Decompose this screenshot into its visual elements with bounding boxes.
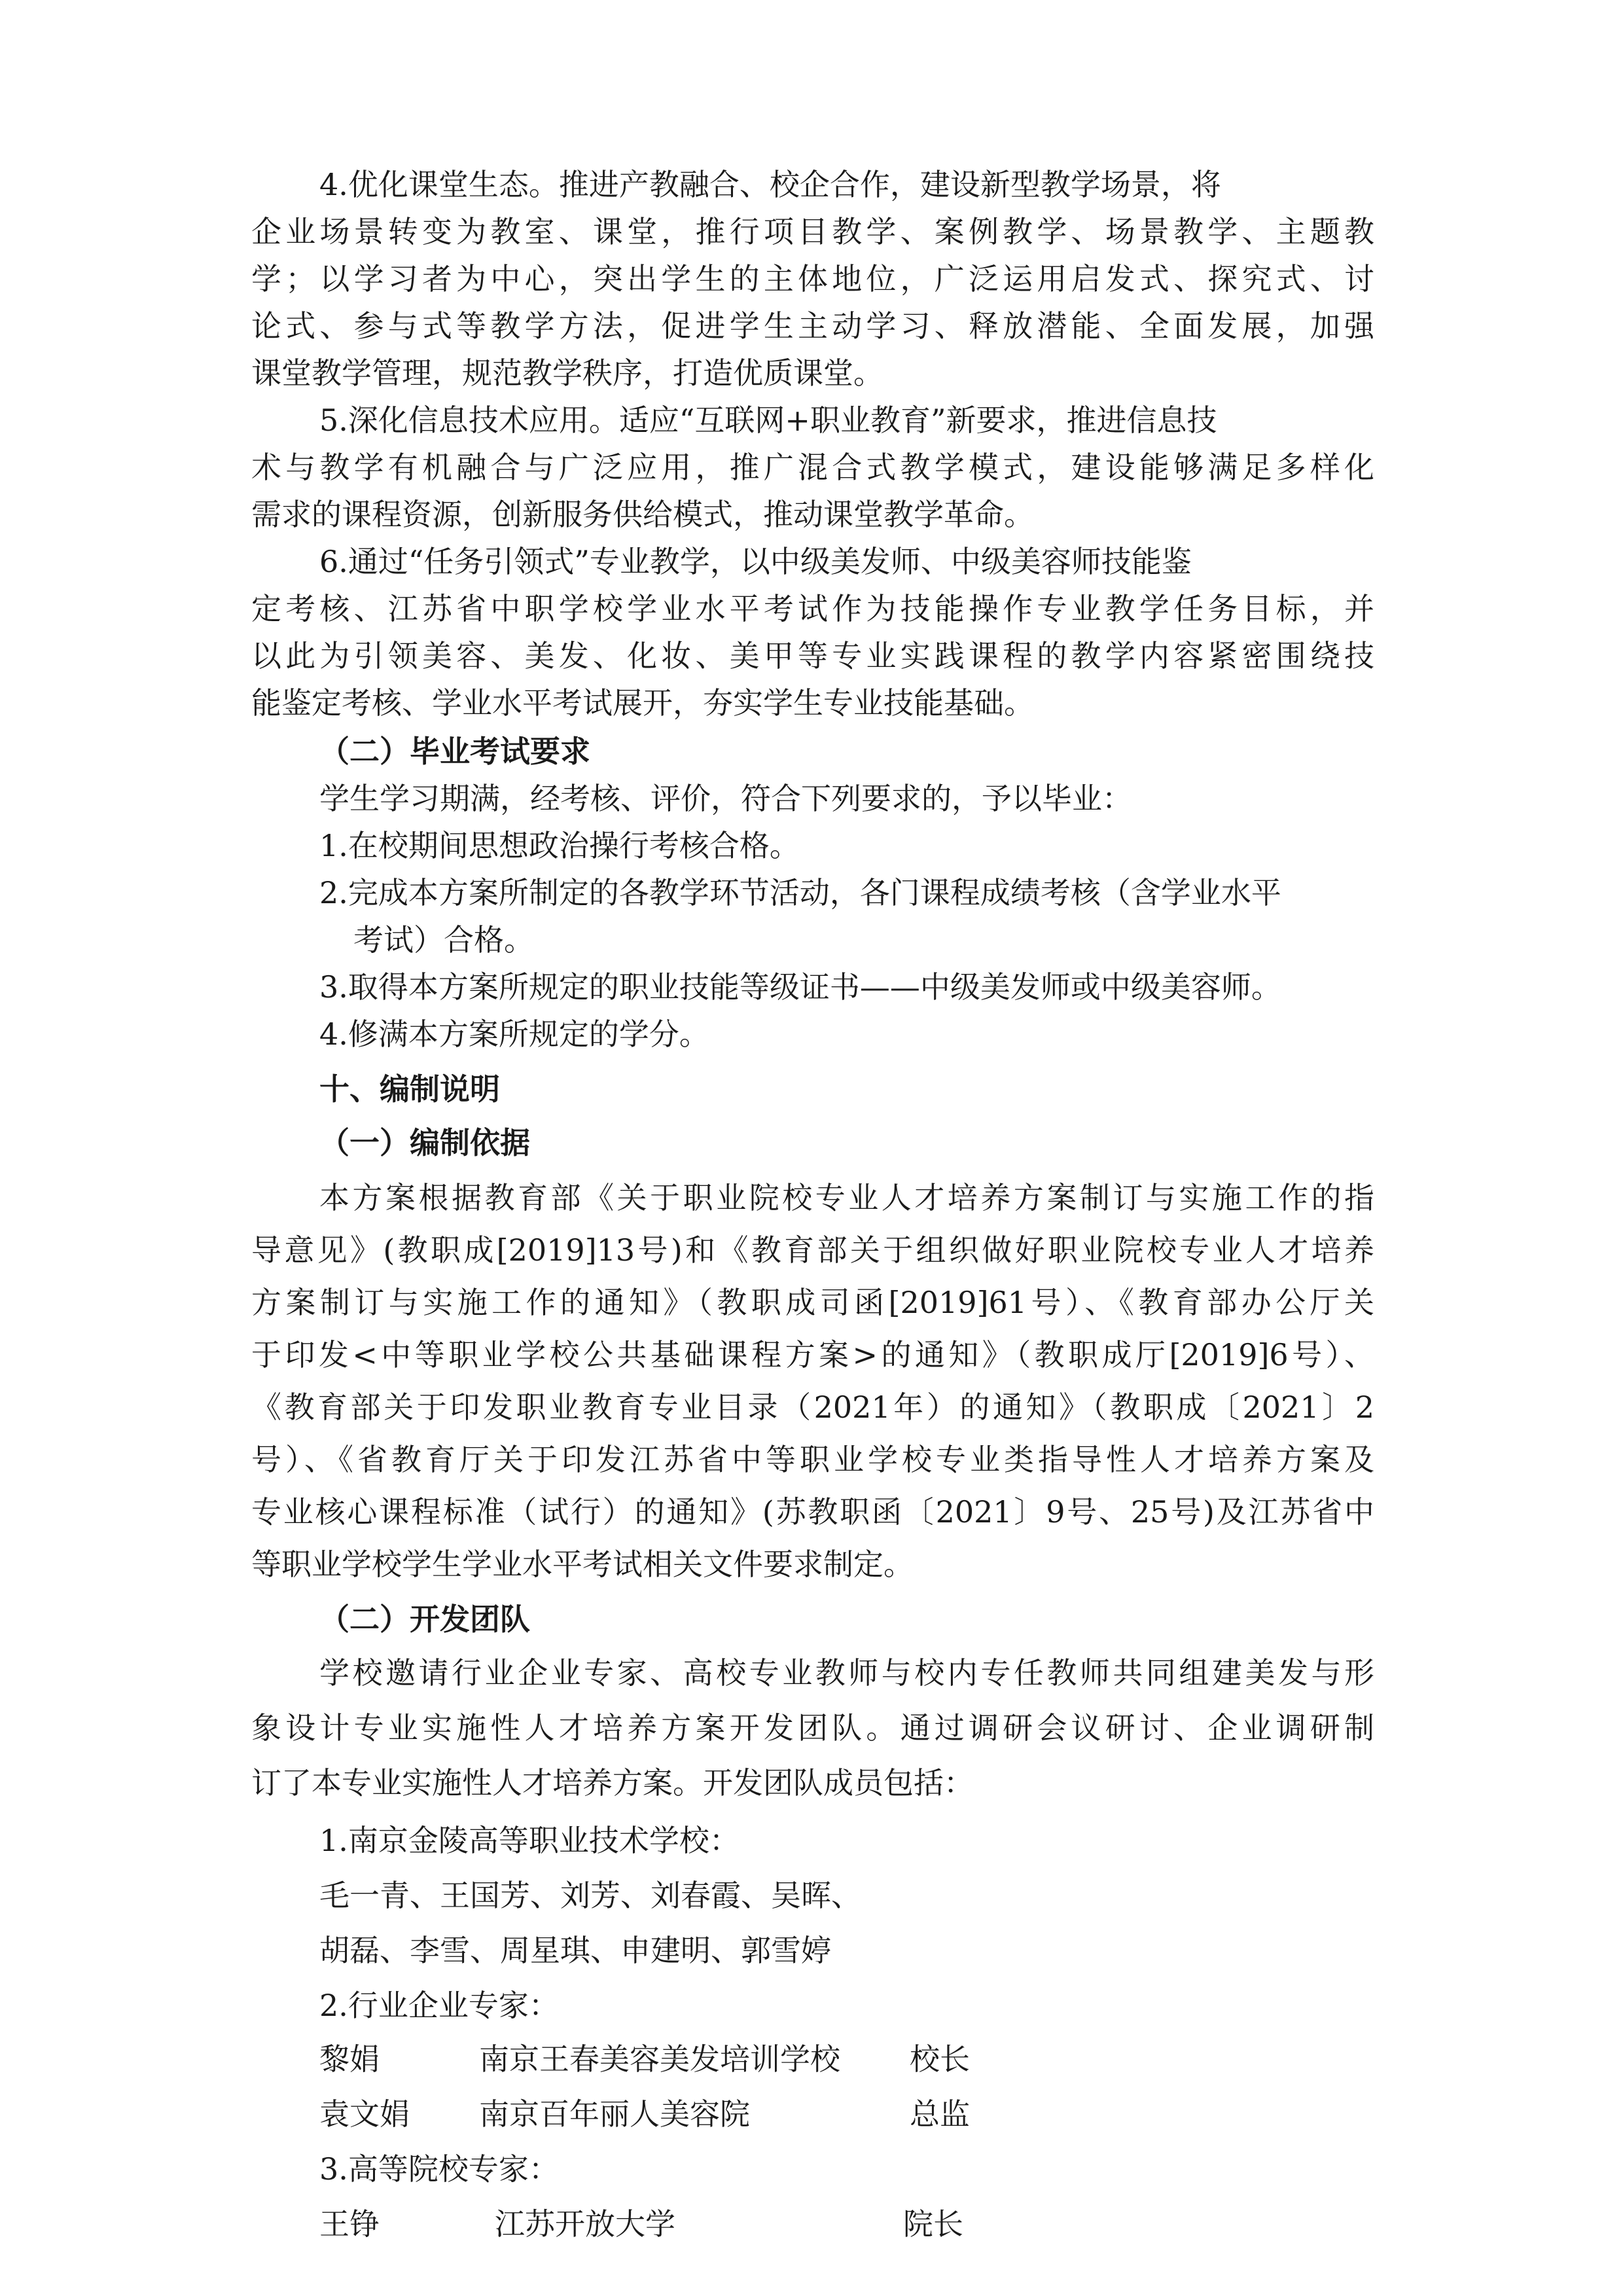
paragraph-line: 学；以学习者为中心，突出学生的主体地位，广泛运用启发式、探究式、讨 bbox=[251, 261, 1374, 296]
paragraph-line: 导意见》(教职成[2019]13号)和《教育部关于组织做好职业院校专业人才培养 bbox=[251, 1232, 1374, 1268]
paragraph-line: 象设计专业实施性人才培养方案开发团队。通过调研会议研讨、企业调研制 bbox=[251, 1710, 1374, 1746]
paragraph-line: 学校邀请行业企业专家、高校专业教师与校内专任教师共同组建美发与形 bbox=[319, 1655, 1374, 1691]
section-heading-graduation: （二）毕业考试要求 bbox=[319, 734, 590, 769]
paragraph-line: 于印发<中等职业学校公共基础课程方案>的通知》（教职成厅[2019]6号）、 bbox=[251, 1337, 1374, 1372]
paragraph-line: 论式、参与式等教学方法，促进学生主动学习、释放潜能、全面发展，加强 bbox=[251, 308, 1374, 344]
list-item: 4.修满本方案所规定的学分。 bbox=[319, 1016, 709, 1052]
member-title: 总监 bbox=[910, 2096, 970, 2132]
member-org: 南京百年丽人美容院 bbox=[479, 2096, 750, 2132]
paragraph-line: 4.优化课堂生态。推进产教融合、校企合作，建设新型教学场景，将 bbox=[319, 167, 1221, 202]
list-item: 3.取得本方案所规定的职业技能等级证书——中级美发师或中级美容师。 bbox=[319, 969, 1281, 1005]
member-title: 院长 bbox=[903, 2206, 963, 2242]
paragraph-line: 以此为引领美容、美发、化妆、美甲等专业实践课程的教学内容紧密围绕技 bbox=[251, 638, 1374, 673]
paragraph-line: 本方案根据教育部《关于职业院校专业人才培养方案制订与实施工作的指 bbox=[319, 1180, 1374, 1215]
paragraph-line: 学生学习期满，经考核、评价，符合下列要求的，予以毕业： bbox=[319, 781, 1132, 816]
list-item-continuation: 考试）合格。 bbox=[353, 922, 534, 958]
team-group-label: 2.行业企业专家： bbox=[319, 1988, 559, 2023]
list-item: 1.在校期间思想政治操行考核合格。 bbox=[319, 828, 800, 863]
paragraph-line: 需求的课程资源，创新服务供给模式，推动课堂教学革命。 bbox=[251, 497, 1034, 532]
member-name: 王铮 bbox=[319, 2206, 380, 2242]
member-org: 南京王春美容美发培训学校 bbox=[479, 2041, 840, 2077]
paragraph-line: 5.深化信息技术应用。适应“互联网+职业教育”新要求，推进信息技 bbox=[319, 403, 1217, 438]
paragraph-line: 方案制订与实施工作的通知》（教职成司函[2019]61号）、《教育部办公厅关 bbox=[251, 1285, 1374, 1320]
team-group-label: 1.南京金陵高等职业技术学校： bbox=[319, 1823, 740, 1858]
team-members-line: 胡磊、李雪、周星琪、申建明、郭雪婷 bbox=[319, 1933, 831, 1968]
paragraph-line: 专业核心课程标准（试行）的通知》(苏教职函〔2021〕9号、25号)及江苏省中 bbox=[251, 1494, 1374, 1530]
paragraph-line: 订了本专业实施性人才培养方案。开发团队成员包括： bbox=[251, 1765, 974, 1801]
member-name: 黎娟 bbox=[319, 2041, 380, 2077]
paragraph-line: 定考核、江苏省中职学校学业水平考试作为技能操作专业教学任务目标，并 bbox=[251, 591, 1374, 626]
paragraph-line: 等职业学校学生学业水平考试相关文件要求制定。 bbox=[251, 1547, 914, 1582]
section-heading-team: （二）开发团队 bbox=[319, 1602, 530, 1637]
member-name: 袁文娟 bbox=[319, 2096, 410, 2132]
team-members-line: 毛一青、王国芳、刘芳、刘春霞、吴晖、 bbox=[319, 1878, 861, 1913]
team-group-label: 3.高等院校专家： bbox=[319, 2151, 559, 2187]
paragraph-line: 能鉴定考核、学业水平考试展开，夯实学生专业技能基础。 bbox=[251, 685, 1034, 721]
member-org: 江苏开放大学 bbox=[495, 2206, 675, 2242]
paragraph-line: 课堂教学管理，规范教学秩序，打造优质课堂。 bbox=[251, 355, 883, 391]
paragraph-line: 6.通过“任务引领式”专业教学，以中级美发师、中级美容师技能鉴 bbox=[319, 544, 1192, 579]
paragraph-line: 企业场景转变为教室、课堂，推行项目教学、案例教学、场景教学、主题教 bbox=[251, 214, 1374, 249]
list-item: 2.完成本方案所制定的各教学环节活动，各门课程成绩考核（含学业水平 bbox=[319, 875, 1281, 910]
section-heading-basis: （一）编制依据 bbox=[319, 1125, 530, 1160]
chapter-heading: 十、编制说明 bbox=[319, 1071, 500, 1107]
paragraph-line: 号）、《省教育厅关于印发江苏省中等职业学校专业类指导性人才培养方案及 bbox=[251, 1442, 1374, 1477]
paragraph-line: 术与教学有机融合与广泛应用，推广混合式教学模式，建设能够满足多样化 bbox=[251, 450, 1374, 485]
paragraph-line: 《教育部关于印发职业教育专业目录（2021年）的通知》（教职成〔2021〕2 bbox=[251, 1390, 1374, 1425]
member-title: 校长 bbox=[910, 2041, 970, 2077]
